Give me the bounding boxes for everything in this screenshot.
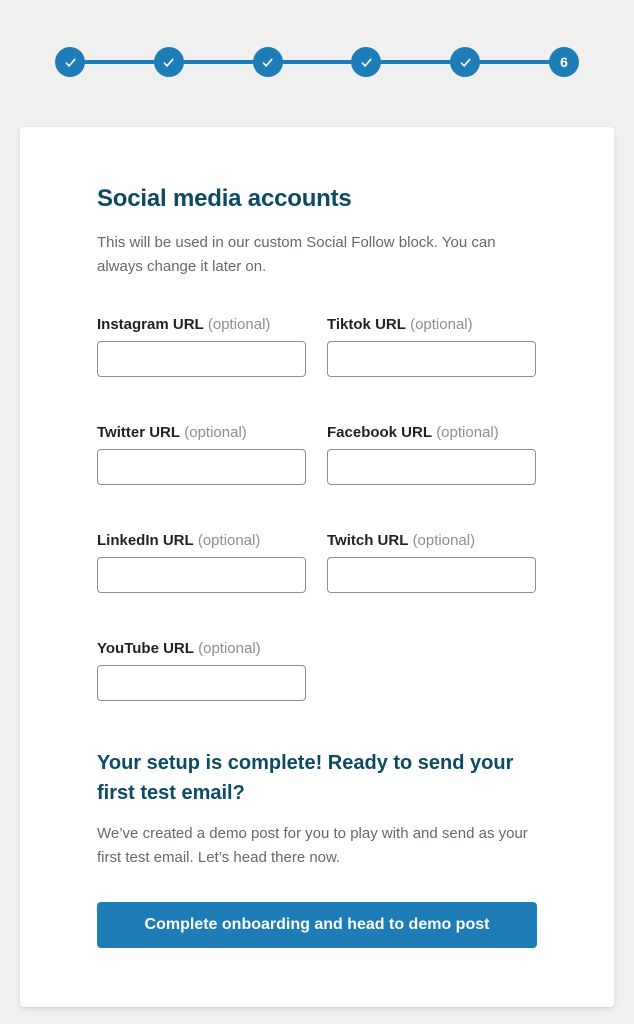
- stepper-step-2[interactable]: [154, 47, 184, 77]
- youtube-url-input[interactable]: [97, 665, 306, 701]
- field-twitch-url: [327, 532, 536, 593]
- twitch-url-input[interactable]: [327, 557, 536, 593]
- social-url-fields: [97, 316, 537, 701]
- field-label-text: YouTube URL: [97, 640, 194, 657]
- field-optional-text: (optional): [184, 424, 247, 441]
- stepper-connector: [182, 60, 255, 64]
- field-label-text: Facebook URL: [327, 424, 433, 441]
- onboarding-card: [20, 127, 614, 1007]
- field-label-text: Instagram URL: [97, 316, 204, 333]
- field-optional-text: (optional): [198, 640, 261, 657]
- field-label: [97, 532, 306, 549]
- progress-stepper: [0, 0, 634, 77]
- field-label: [97, 424, 306, 441]
- card-description: This will be used in our custom Social Follow block. You can always change it later on.: [97, 234, 496, 275]
- field-label-text: Tiktok URL: [327, 316, 406, 333]
- stepper-connector: [83, 60, 156, 64]
- instagram-url-input[interactable]: [97, 341, 306, 377]
- field-label: [97, 316, 306, 333]
- field-label-text: Twitch URL: [327, 532, 409, 549]
- field-label: [327, 532, 536, 549]
- completion-description: We’ve created a demo post for you to play with and send as your first test email. Let’s head there now.: [97, 825, 528, 866]
- field-label-text: Twitter URL: [97, 424, 181, 441]
- field-optional-text: (optional): [207, 316, 271, 333]
- field-optional-text: (optional): [197, 532, 261, 549]
- stepper-connector: [478, 60, 551, 64]
- facebook-url-input[interactable]: [327, 449, 536, 485]
- field-youtube-url: [97, 640, 306, 701]
- field-label-text: LinkedIn URL: [97, 532, 194, 549]
- check-icon: [458, 55, 473, 70]
- field-label: [327, 316, 536, 333]
- field-facebook-url: [327, 424, 536, 485]
- field-optional-text: (optional): [436, 424, 499, 441]
- field-label: [327, 424, 536, 441]
- field-label: [97, 640, 306, 657]
- stepper-step-5[interactable]: [450, 47, 480, 77]
- field-tiktok-url: [327, 316, 536, 377]
- field-twitter-url: [97, 424, 306, 485]
- complete-onboarding-button[interactable]: Complete onboarding and head to demo post: [97, 902, 537, 948]
- check-icon: [161, 55, 176, 70]
- field-instagram-url: [97, 316, 306, 377]
- page-title: Social media accounts: [97, 185, 352, 212]
- twitter-url-input[interactable]: [97, 449, 306, 485]
- field-optional-text: (optional): [412, 532, 476, 549]
- check-icon: [63, 55, 78, 70]
- stepper-step-1[interactable]: [55, 47, 85, 77]
- stepper-connector: [379, 60, 452, 64]
- stepper-step-6[interactable]: [549, 47, 579, 77]
- stepper-step-3[interactable]: [253, 47, 283, 77]
- check-icon: [359, 55, 374, 70]
- stepper-step-4[interactable]: [351, 47, 381, 77]
- stepper-connector: [281, 60, 354, 64]
- linkedin-url-input[interactable]: [97, 557, 306, 593]
- field-optional-text: (optional): [410, 316, 473, 333]
- check-icon: [260, 55, 275, 70]
- tiktok-url-input[interactable]: [327, 341, 536, 377]
- stepper-step-number: 6: [560, 54, 568, 70]
- completion-title: Your setup is complete! Ready to send your first test email?: [97, 752, 514, 804]
- field-linkedin-url: [97, 532, 306, 593]
